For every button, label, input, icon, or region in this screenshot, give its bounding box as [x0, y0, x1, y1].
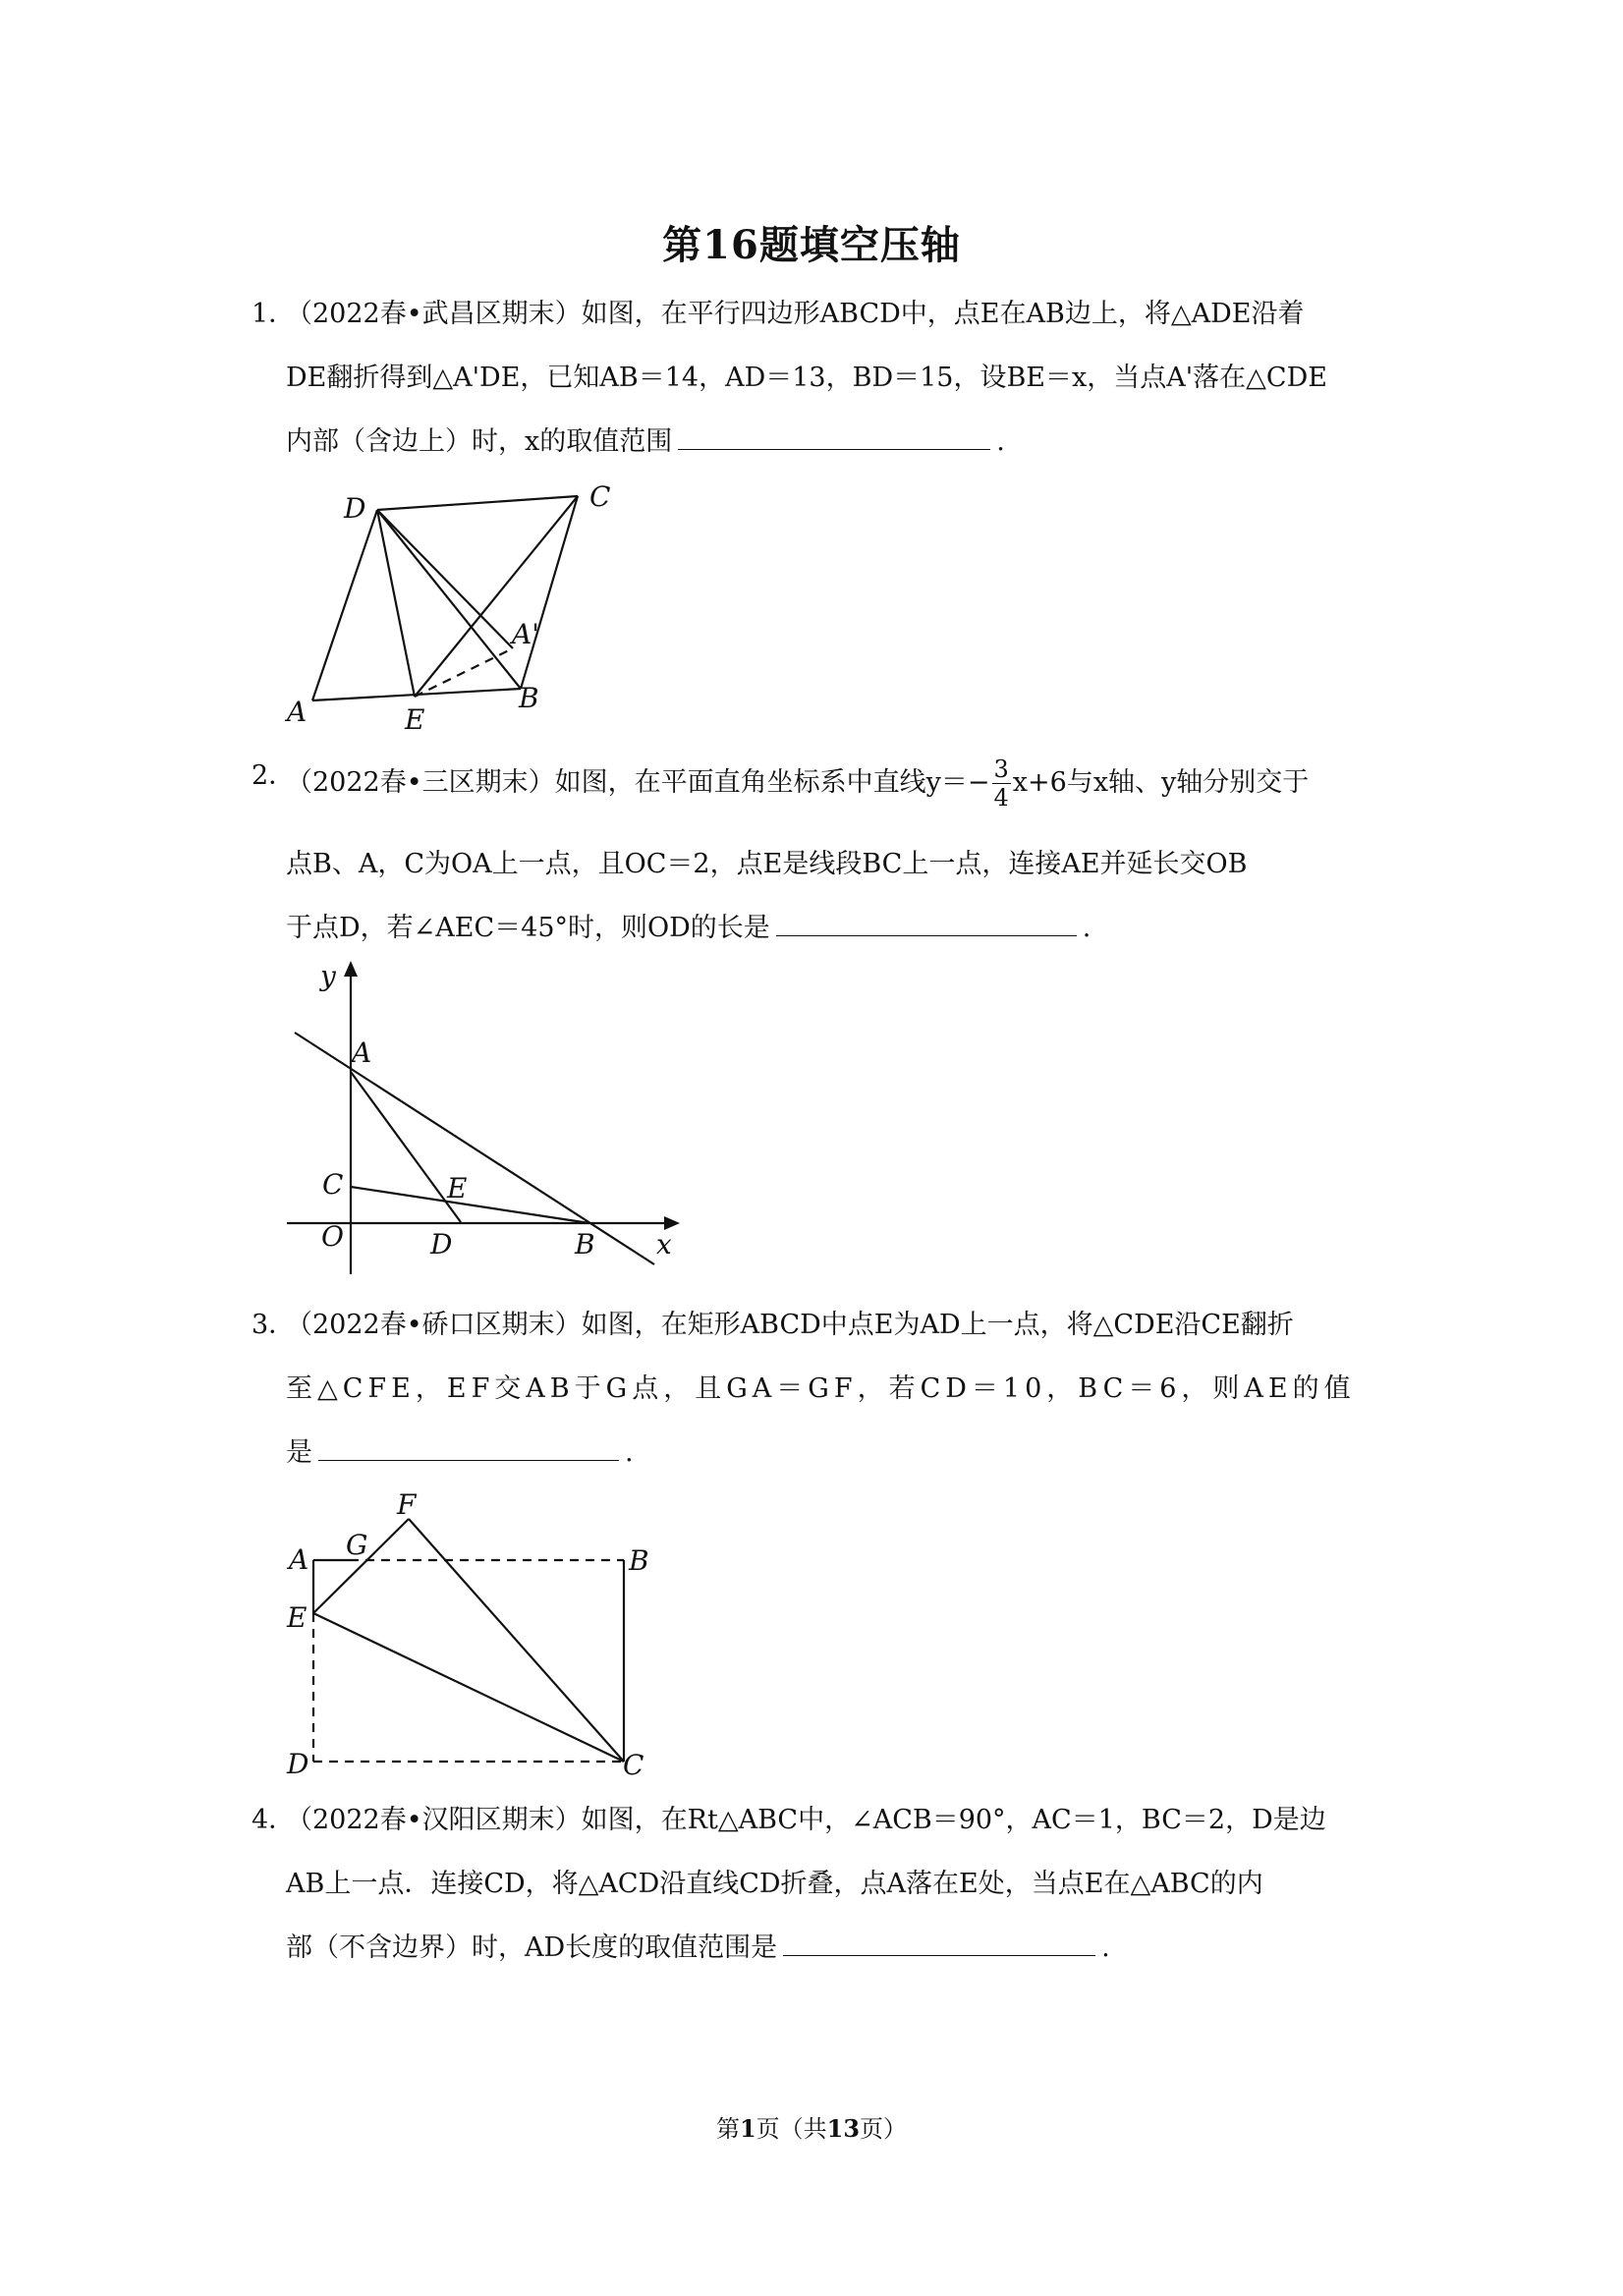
- problem-text-line: （2022春•武昌区期末）如图，在平行四边形ABCD中，点E在AB边上，将△ADE沿着: [286, 299, 1305, 329]
- label-c: C: [589, 480, 611, 513]
- label-d: D: [287, 1748, 309, 1780]
- label-b: B: [519, 682, 539, 714]
- label-b: B: [629, 1544, 649, 1577]
- label-d: D: [430, 1228, 453, 1260]
- label-a: A: [287, 696, 308, 728]
- answer-blank[interactable]: [783, 1933, 1095, 1956]
- problem-text-line: （2022春•硚口区期末）如图，在矩形ABCD中点E为AD上一点，将△CDE沿CE翻折: [286, 1310, 1294, 1340]
- fraction-three-quarters: $\frac{3}{4}$: [993, 756, 1009, 812]
- problem-text-line: 是 .: [286, 1437, 634, 1468]
- problem-text-line: 至△CFE，EF交AB于G点，且GA＝GF，若CD＝10，BC＝6，则AE的值: [286, 1373, 1356, 1404]
- label-a: A: [352, 1036, 372, 1069]
- label-x: x: [656, 1228, 672, 1260]
- label-o: O: [321, 1220, 344, 1253]
- label-e: E: [405, 703, 425, 736]
- segment-fc: [409, 1519, 624, 1762]
- label-f: F: [397, 1488, 417, 1521]
- problem-text-line: AB上一点．连接CD，将△ACD沿直线CD折叠，点A落在E处，当点E在△ABC的内: [286, 1869, 1263, 1899]
- label-b: B: [575, 1228, 595, 1260]
- problem-text-line: 内部（含边上）时，x的取值范围 .: [286, 426, 1005, 457]
- problem-text-line: DE翻折得到△A'DE，已知AB＝14，AD＝13，BD＝15，设BE＝x，当点A'落在△CDE: [286, 363, 1327, 393]
- page-title: 第16题填空压轴: [662, 222, 961, 268]
- label-c: C: [322, 1168, 344, 1201]
- problem-text-line: （2022春•汉阳区期末）如图，在Rt△ABC中，∠ACB＝90°，AC＝1，BC＝2，D是边: [286, 1805, 1326, 1835]
- label-y: y: [320, 960, 336, 992]
- label-e: E: [447, 1172, 468, 1204]
- label-g: G: [346, 1529, 368, 1561]
- label-c: C: [623, 1749, 644, 1781]
- label-d: D: [344, 492, 366, 525]
- problem-number: 4．: [252, 1805, 296, 1835]
- segment-ec: [313, 1613, 624, 1762]
- problem-text-line: 点B、A，C为OA上一点，且OC＝2，点E是线段BC上一点，连接AE并延长交OB: [286, 849, 1248, 879]
- problem-text-line: （2022春•三区期末）如图，在平面直角坐标系中直线y＝− $\frac{3}{4}$ x+6与x轴、y轴分别交于: [286, 756, 1310, 812]
- current-page: 1: [739, 2114, 756, 2143]
- total-pages: 13: [826, 2114, 861, 2143]
- problem-text-line: 部（不含边界）时，AD长度的取值范围是 .: [286, 1932, 1110, 1963]
- label-a-prime: A': [512, 618, 539, 650]
- problem-number: 2．: [252, 760, 296, 791]
- page-footer: 第1页（共13页）: [715, 2114, 908, 2143]
- problem-text-line: 于点D，若∠AEC＝45°时，则OD的长是 .: [286, 913, 1091, 943]
- label-e: E: [287, 1601, 308, 1634]
- label-a: A: [289, 1543, 309, 1576]
- problem-number: 3．: [252, 1310, 296, 1340]
- problem-number: 1．: [252, 299, 296, 329]
